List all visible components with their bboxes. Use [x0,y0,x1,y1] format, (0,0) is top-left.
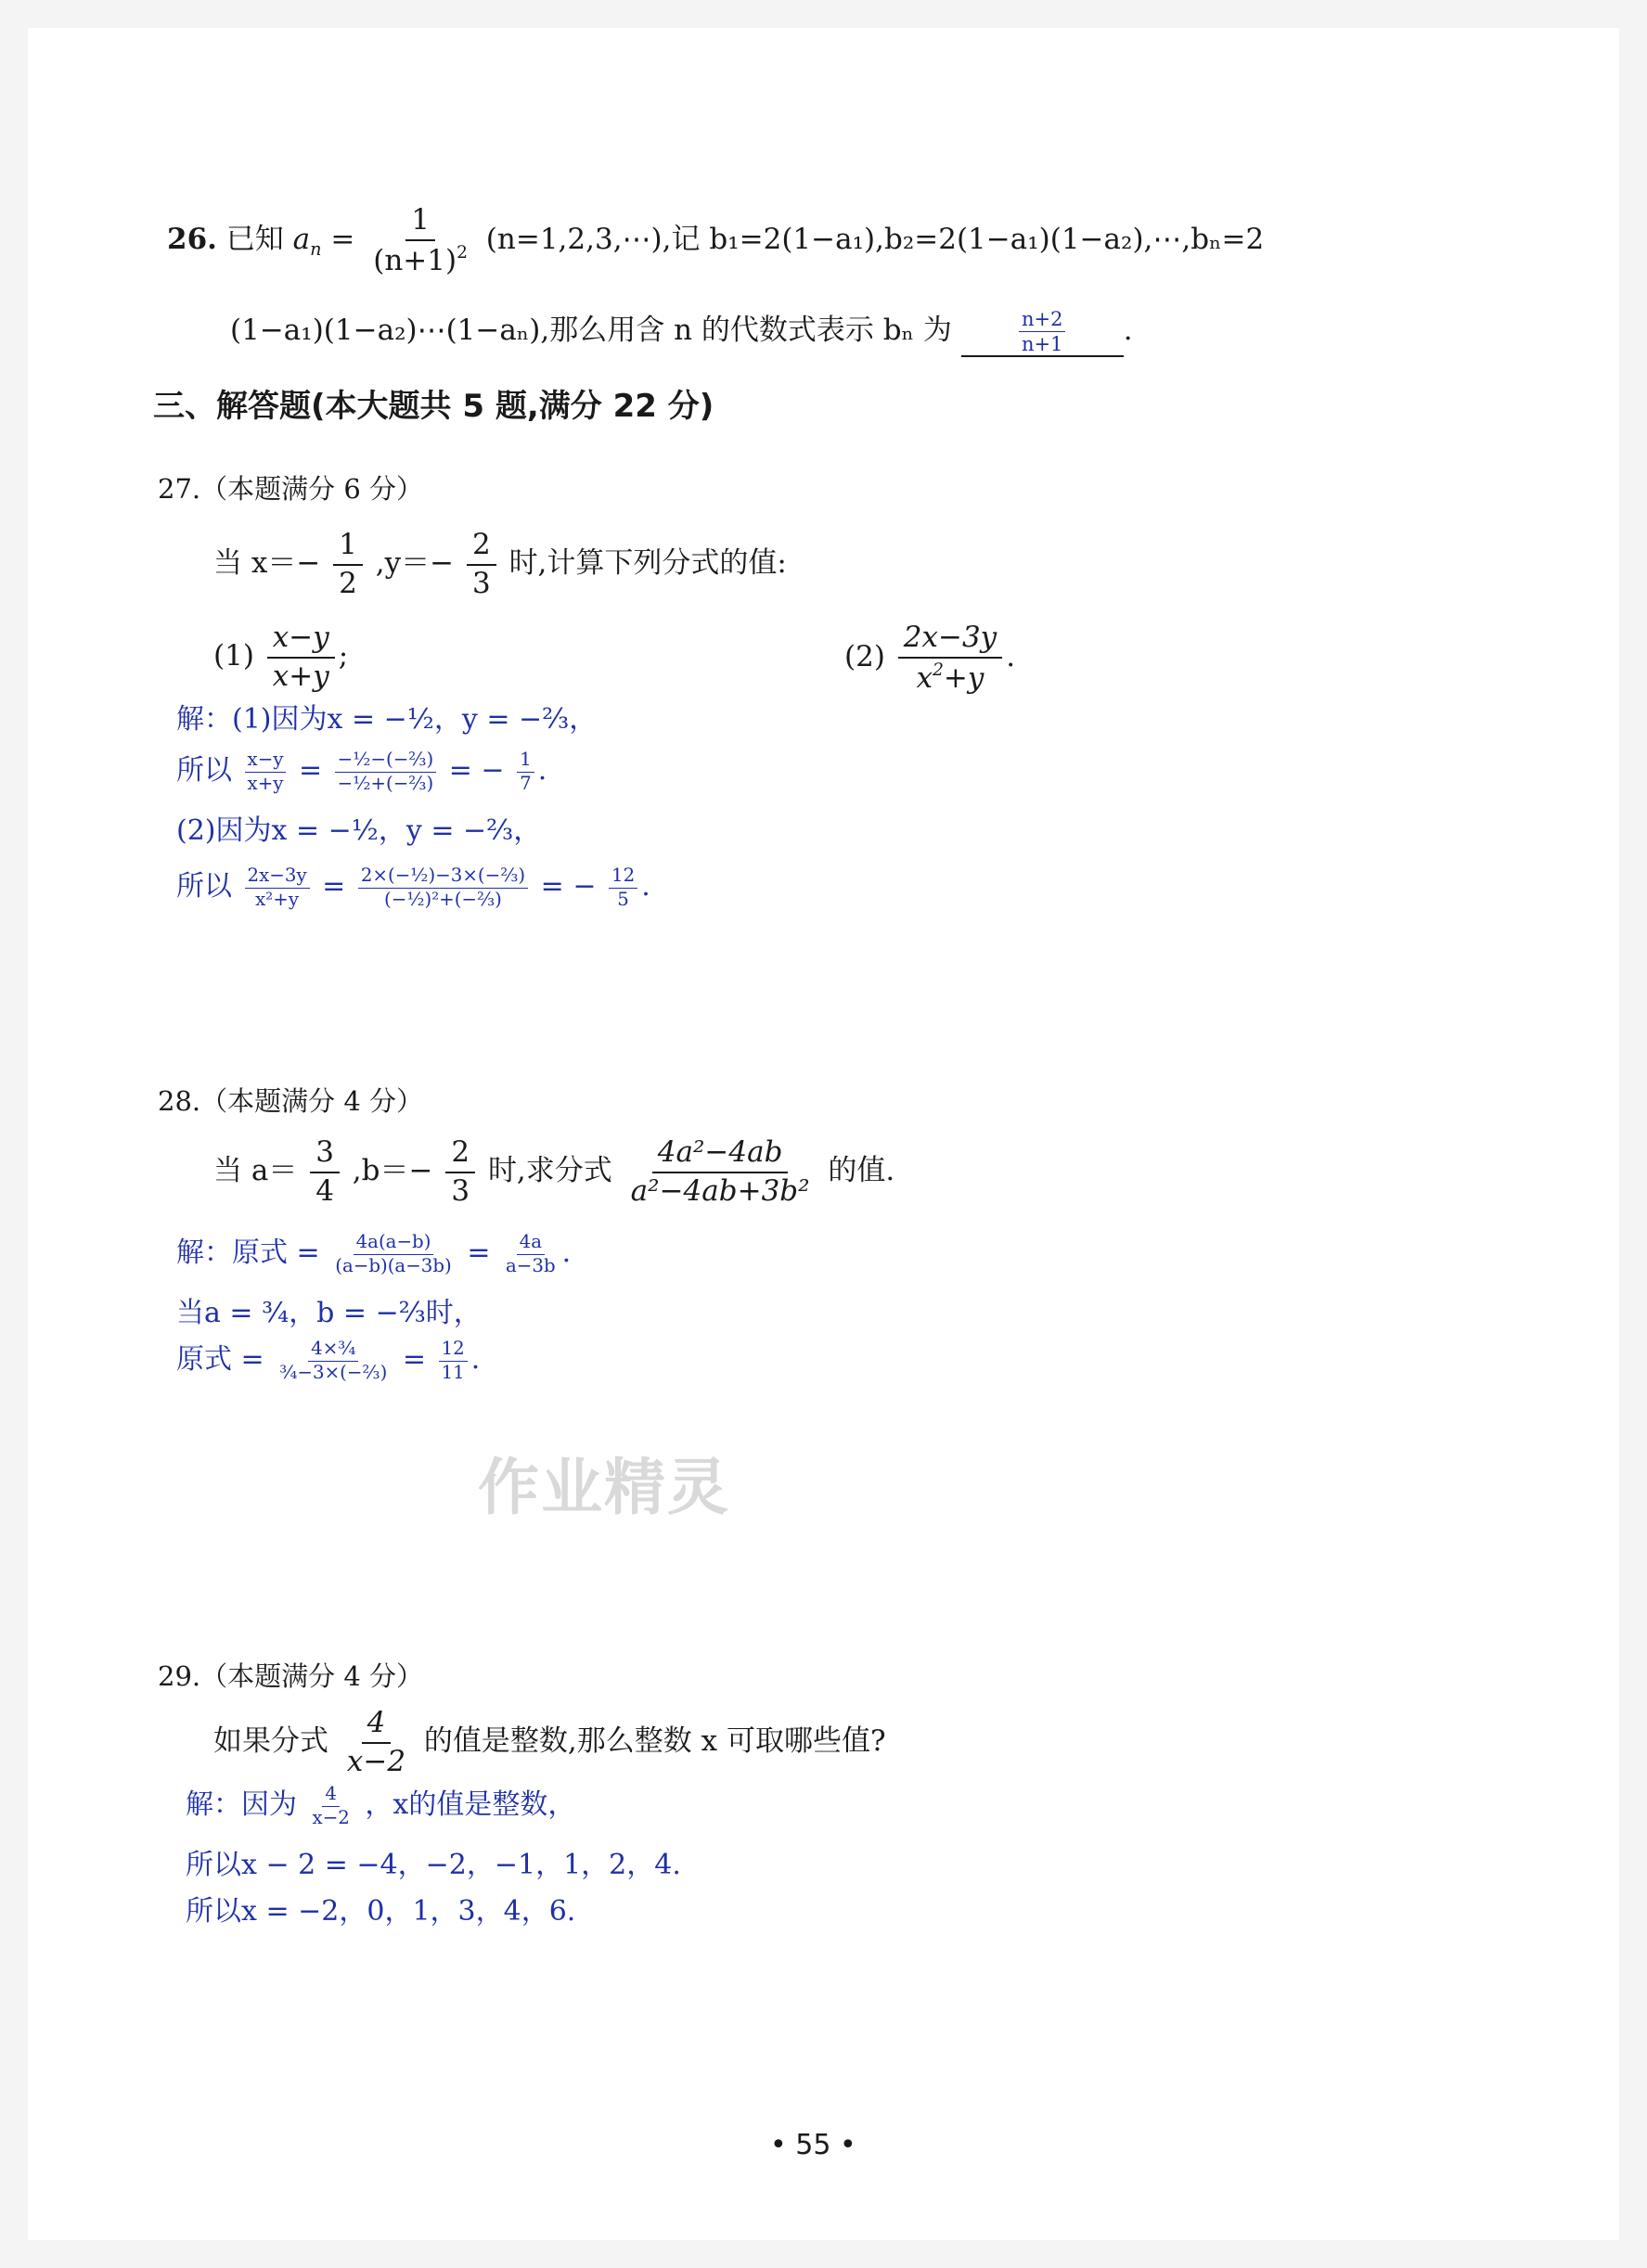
q26-fraction [367,204,473,277]
q27-header: 27.（本题满分 6 分） [158,473,424,505]
q26-line2-text: (1−a₁)(1−a₂)⋯(1−aₙ),那么用含 n 的代数式表示 bₙ 为 [230,314,952,347]
q26-text2: (n=1,2,3,⋯),记 [485,223,701,257]
q29-solution-2: 所以x − 2 = −4，−2，−1，1，2，4. [186,1849,681,1881]
q27-solution-2: 所以 $\frac{x-y}{x+y}$ = $\frac{\text{−½−(−⅔)}}{\text{−½+(−⅔)}}$ = − $\frac{1}{7}$ . [176,748,547,794]
q27-y-frac: $\frac{2}{3}$ [467,529,496,600]
page-number: • 55 • [770,2129,856,2161]
q29-solution-1: 解：因为 $\frac{4}{x-2}$ ，x的值是整数， [186,1782,576,1828]
q28-solution-3: 原式 = $\frac{\text{4×¾}}{\text{¾−3×(−⅔)}}$ = $\frac{12}{11}$ . [176,1337,481,1383]
q26-a: a [292,223,311,257]
q29-stem: 如果分式 $\frac{4}{x-2}$ 的值是整数,那么整数 x 可取哪些值? [213,1706,886,1778]
q27-solution-1: 解：(1)因为x = −½，y = −⅔， [176,703,598,736]
q28-solution-2: 当a = ¾，b = −⅔时， [176,1297,482,1329]
q26-text3: b₁=2(1−a₁),b₂=2(1−a₁)(1−a₂),⋯,bₙ=2 [709,223,1265,257]
q29-solution-3: 所以x = −2，0，1，3，4，6. [186,1895,576,1928]
q26-frac-den: $(n+1)^2$ [373,242,468,277]
q26-text1: 已知 [225,223,284,257]
page [28,28,1619,2240]
q28-header: 28.（本题满分 4 分） [158,1085,424,1117]
q26-answer-blank [961,308,1124,357]
q27-p2-frac: $\frac{2x-3y}{x^2+y}$ [898,621,1002,695]
q27-stem: 当 x＝− $\frac{1}{2}$ ,y＝− $\frac{2}{3}$ 时,计算下列分式的值: [213,528,787,600]
q27-part1: (1) $\frac{x-y}{x+y}$ ; [213,621,349,693]
q27-solution-3: (2)因为x = −½，y = −⅔， [176,814,542,847]
q28-solution-1: 解：原式 = $\frac{4a(a-b)}{(a-b)(a-3b)}$ = $\frac{4a}{a-3b}$ . [176,1230,572,1276]
q27-x-frac: $\frac{1}{2}$ [333,529,363,600]
q26-a-sub: n [310,237,322,260]
q26-frac-num: 1 [405,204,435,241]
q28-stem: 当 a＝ $\frac{3}{4}$ ,b＝− $\frac{2}{3}$ 时,求分式 $\frac{\text{4a²−4ab}}{\text{a²−4ab+3b²}}$ 的值. [213,1135,895,1208]
q27-solution-4: 所以 $\frac{2x-3y}{\text{x²+y}}$ = $\frac{\text{2×(−½)−3×(−⅔)}}{\text{(−½)²+(−⅔)}}$ = − $\frac{12}{5}$ . [176,864,650,910]
section-heading: 三、解答题(本大题共 5 题,满分 22 分) [153,388,714,425]
q27-part2: (2) $\frac{2x-3y}{x^2+y}$ . [844,621,1016,695]
q28-fraction: $\frac{\text{4a²−4ab}}{\text{a²−4ab+3b²}}$ [630,1135,810,1208]
q26-line1 [167,204,1264,277]
q26-line2: (1−a₁)(1−a₂)⋯(1−aₙ),那么用含 n 的代数式表示 bₙ 为 $\frac{n+2}{n+1}$ . [230,306,1133,357]
q29-header: 29.（本题满分 4 分） [158,1660,424,1692]
q26-number: 26. [167,223,217,257]
q26-eq: = [330,223,355,257]
watermark-logo: 作业精灵 [478,1452,730,1523]
q27-p1-frac: $\frac{x-y}{x+y}$ [267,621,335,693]
q26-answer: $\frac{n+2}{n+1}$ [1019,308,1065,355]
